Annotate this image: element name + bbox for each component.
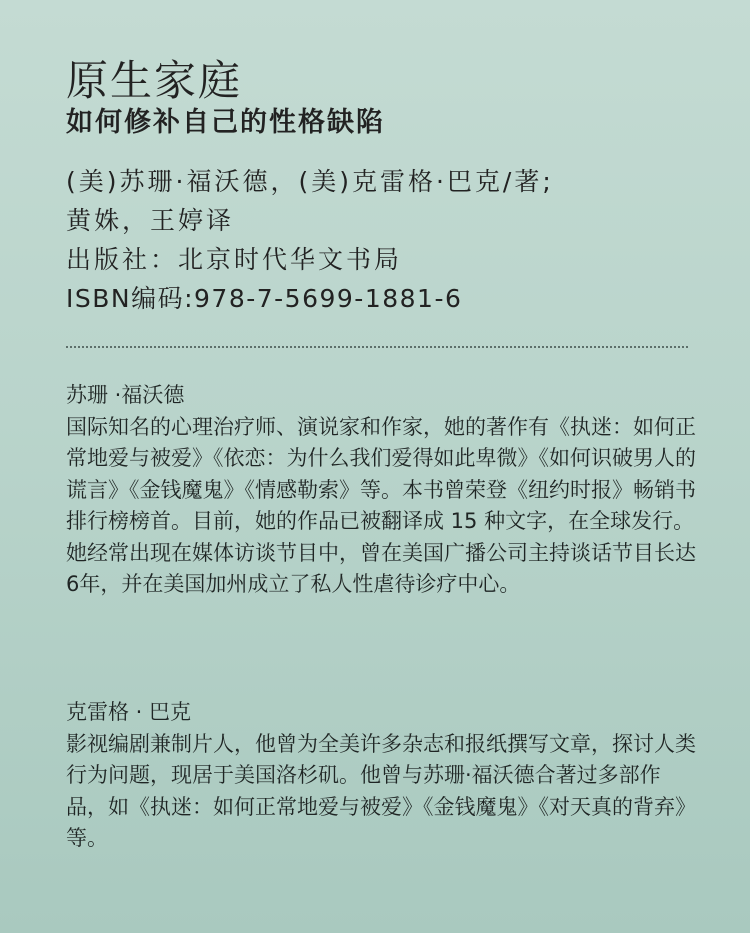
isbn-line: ISBN编码:978-7-5699-1881-6 [66, 284, 463, 313]
author-name: 克雷格 · 巴克 [66, 700, 192, 724]
author-bio-text: 国际知名的心理治疗师、演说家和作家，她的著作有《执迷：如何正常地爱与被爱》《依恋：为什么我们爱得如此卑微》《如何识破男人的谎言》《金钱魔鬼》《情感勒索》等。本书曾荣登《纽约时报》畅销书排行榜榜首。目前，她的作品已被翻译成 15 种文字，在全球发行。她经常出现在媒体访谈节目中，曾在美国广播公司主持谈话节目长达6年，并在美国加州成立了私人性虐待诊疗中心。 [66, 414, 696, 596]
author-bio-susan [66, 380, 696, 601]
author-bio-craig [66, 697, 696, 855]
author-name: 苏珊 ·福沃德 [66, 383, 185, 407]
author-bio-text: 影视编剧兼制片人，他曾为全美许多杂志和报纸撰写文章，探讨人类行为问题，现居于美国洛杉矶。他曾与苏珊·福沃德合著过多部作品，如《执迷：如何正常地爱与被爱》《金钱魔鬼》《对天真的背弃》等。 [66, 731, 696, 850]
book-subtitle: 如何修补自己的性格缺陷 [66, 107, 385, 138]
authors-line: (美)苏珊·福沃德，(美)克雷格·巴克/著; [66, 167, 554, 196]
book-title: 原生家庭 [66, 56, 243, 105]
translators-line: 黄姝，王婷译 [66, 206, 235, 235]
dotted-divider [66, 346, 688, 348]
publisher-line: 出版社：北京时代华文书局 [66, 245, 403, 274]
